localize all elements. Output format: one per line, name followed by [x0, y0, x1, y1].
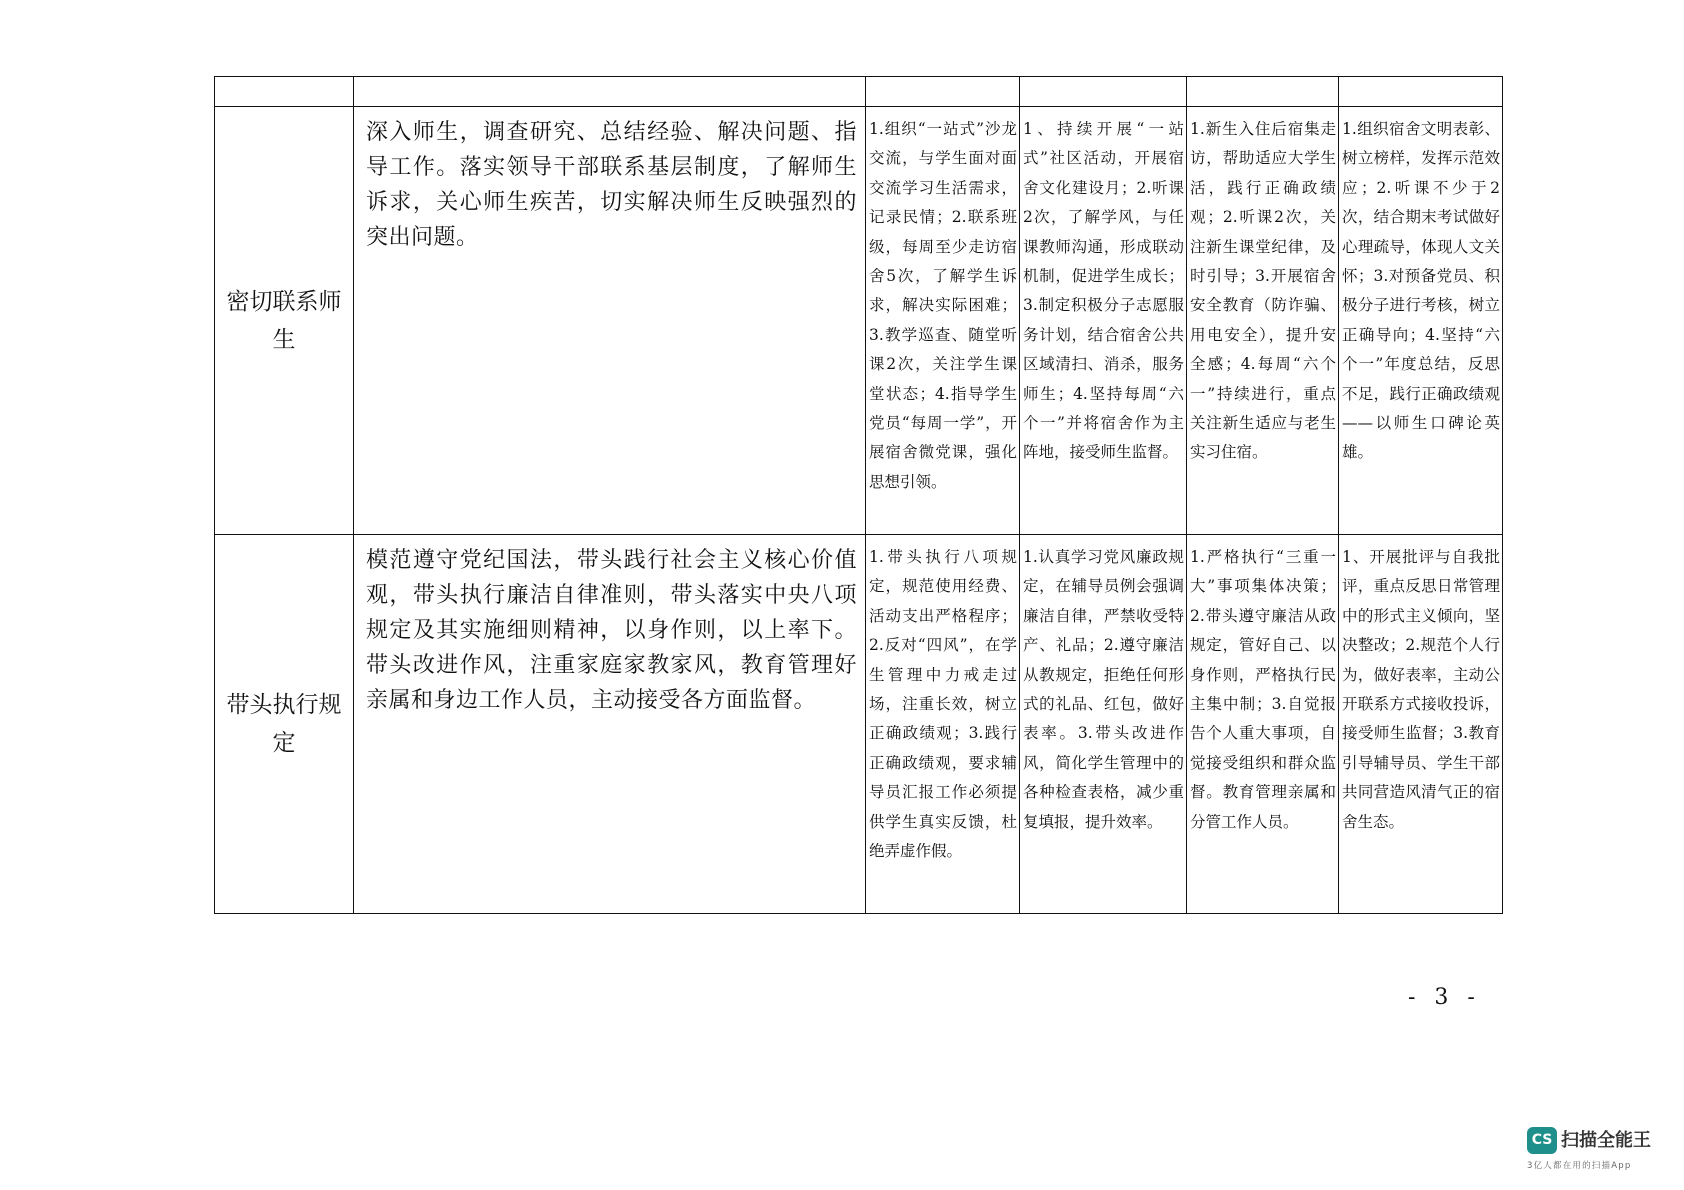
requirement-cell: 深入师生，调查研究、总结经验、解决问题、指导工作。落实领导干部联系基层制度，了解师生诉求，关心师生疾苦，切实解决师生反映强烈的突出问题。	[354, 107, 866, 535]
duty-table	[214, 76, 1503, 914]
measure-cell: 1.带头执行八项规定，规范使用经费、活动支出严格程序；2.反对“四风”，在学生管理中力戒走过场，注重长效，树立正确政绩观；3.践行正确政绩观，要求辅导员汇报工作必须提供学生真实反馈，杜绝弄虚作假。	[866, 535, 1020, 914]
scanner-watermark	[1527, 1127, 1667, 1175]
measure-cell: 1.认真学习党风廉政规定，在辅导员例会强调廉洁自律，严禁收受特产、礼品；2.遵守廉洁从教规定，拒绝任何形式的礼品、红包，做好表率。3.带头改进作风，简化学生管理中的各种检查表格，减少重复填报，提升效率。	[1020, 535, 1187, 914]
header-cell	[1187, 77, 1339, 107]
header-cell	[1020, 77, 1187, 107]
watermark-app-name: 扫描全能王	[1561, 1130, 1651, 1151]
measure-cell: 1.严格执行“三重一大”事项集体决策；2.带头遵守廉洁从政规定，管好自己、以身作则，严格执行民主集中制；3.自觉报告个人重大事项，自觉接受组织和群众监督。教育管理亲属和分管工作人员。	[1187, 535, 1339, 914]
measure-cell: 1.组织宿舍文明表彰、树立榜样，发挥示范效应；2.听课不少于2次，结合期末考试做好心理疏导，体现人文关怀；3.对预备党员、积极分子进行考核，树立正确导向；4.坚持“六个一”年度总结，反思不足，践行正确政绩观——以师生口碑论英雄。	[1339, 107, 1503, 535]
table-row	[215, 535, 1503, 914]
header-row	[215, 77, 1503, 107]
camscanner-logo-icon: CS	[1527, 1127, 1557, 1154]
requirement-cell: 模范遵守党纪国法，带头践行社会主义核心价值观，带头执行廉洁自律准则，带头落实中央八项规定及其实施细则精神，以身作则，以上率下。带头改进作风，注重家庭家教家风，教育管理好亲属和身边工作人员，主动接受各方面监督。	[354, 535, 866, 914]
category-cell: 密切联系师生	[215, 107, 354, 535]
header-cell	[354, 77, 866, 107]
measure-cell: 1、持续开展“一站式”社区活动，开展宿舍文化建设月；2.听课2次，了解学风，与任课教师沟通，形成联动机制，促进学生成长；3.制定积极分子志愿服务计划，结合宿舍公共区域清扫、消杀，服务师生；4.坚持每周“六个一”并将宿舍作为主阵地，接受师生监督。	[1020, 107, 1187, 535]
measure-cell: 1.新生入住后宿集走访，帮助适应大学生活，践行正确政绩观；2.听课2次，关注新生课堂纪律，及时引导；3.开展宿舍安全教育（防诈骗、用电安全），提升安全感；4.每周“六个一”持续进行，重点关注新生适应与老生实习住宿。	[1187, 107, 1339, 535]
category-cell: 带头执行规定	[215, 535, 354, 914]
measure-cell: 1.组织“一站式”沙龙交流，与学生面对面交流学习生活需求，记录民情；2.联系班级，每周至少走访宿舍5次，了解学生诉求，解决实际困难；3.教学巡查、随堂听课2次，关注学生课堂状态；4.指导学生党员“每周一学”，开展宿舍微党课，强化思想引领。	[866, 107, 1020, 535]
watermark-tagline: 3亿人都在用的扫描App	[1527, 1161, 1632, 1171]
header-cell	[1339, 77, 1503, 107]
table-row	[215, 107, 1503, 535]
measure-cell: 1、开展批评与自我批评，重点反思日常管理中的形式主义倾向，坚决整改；2.规范个人行为，做好表率，主动公开联系方式接收投诉，接受师生监督；3.教育引导辅导员、学生干部共同营造风清气正的宿舍生态。	[1339, 535, 1503, 914]
page-number: - 3 -	[1408, 985, 1481, 1010]
header-cell	[215, 77, 354, 107]
header-cell	[866, 77, 1020, 107]
